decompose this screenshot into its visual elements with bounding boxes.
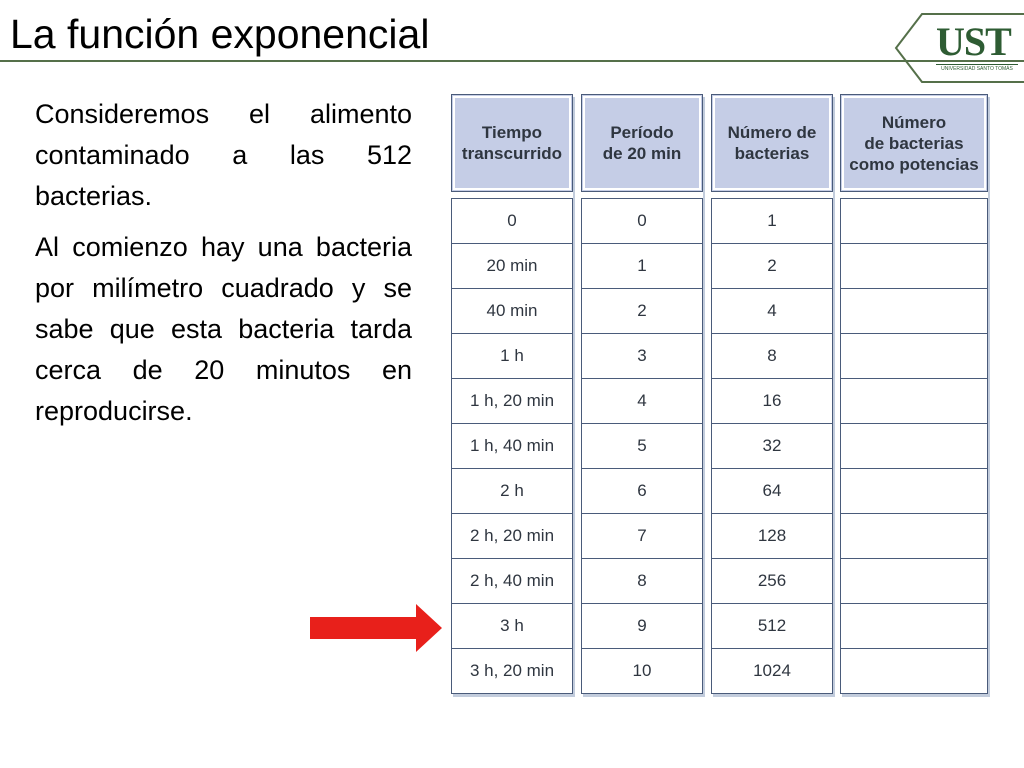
cell-potencias-1 xyxy=(841,244,987,289)
cell-bacterias-0: 1 xyxy=(712,199,832,244)
cell-tiempo-3: 1 h xyxy=(452,334,572,379)
cell-periodo-8: 8 xyxy=(582,559,702,604)
cell-tiempo-1: 20 min xyxy=(452,244,572,289)
cell-tiempo-6: 2 h xyxy=(452,469,572,514)
logo-subtitle: UNIVERSIDAD SANTO TOMÁS xyxy=(936,64,1018,72)
cell-tiempo-9: 3 h xyxy=(452,604,572,649)
column-bacterias-body xyxy=(711,198,833,694)
cell-tiempo-7: 2 h, 20 min xyxy=(452,514,572,559)
cell-periodo-1: 1 xyxy=(582,244,702,289)
cell-periodo-2: 2 xyxy=(582,289,702,334)
cell-bacterias-5: 32 xyxy=(712,424,832,469)
cell-tiempo-2: 40 min xyxy=(452,289,572,334)
header-bacterias-label: Número de bacterias xyxy=(727,123,817,163)
cell-tiempo-4: 1 h, 20 min xyxy=(452,379,572,424)
cell-bacterias-1: 2 xyxy=(712,244,832,289)
paragraph-1: Consideremos el alimento contaminado a las 512 bacterias. xyxy=(35,99,412,211)
logo: UST xyxy=(936,19,1011,64)
column-tiempo-body xyxy=(451,198,573,694)
column-bacterias xyxy=(711,94,833,694)
body-text xyxy=(35,94,412,442)
header-periodo xyxy=(581,94,703,192)
cell-potencias-4 xyxy=(841,379,987,424)
cell-potencias-8 xyxy=(841,559,987,604)
bacteria-table xyxy=(447,94,992,700)
cell-bacterias-2: 4 xyxy=(712,289,832,334)
cell-periodo-5: 5 xyxy=(582,424,702,469)
column-potencias xyxy=(840,94,988,694)
cell-periodo-0: 0 xyxy=(582,199,702,244)
column-tiempo xyxy=(451,94,573,694)
cell-potencias-5 xyxy=(841,424,987,469)
cell-potencias-10 xyxy=(841,649,987,693)
cell-bacterias-7: 128 xyxy=(712,514,832,559)
column-periodo xyxy=(581,94,703,694)
cell-periodo-3: 3 xyxy=(582,334,702,379)
header-tiempo-label: Tiempo transcurrido xyxy=(461,123,563,163)
cell-potencias-6 xyxy=(841,469,987,514)
header-tiempo xyxy=(451,94,573,192)
header-divider xyxy=(0,60,1024,62)
header-potencias-label: Número de bacterias como potencias xyxy=(849,112,979,174)
cell-periodo-9: 9 xyxy=(582,604,702,649)
cell-potencias-3 xyxy=(841,334,987,379)
cell-tiempo-5: 1 h, 40 min xyxy=(452,424,572,469)
cell-tiempo-8: 2 h, 40 min xyxy=(452,559,572,604)
cell-periodo-6: 6 xyxy=(582,469,702,514)
cell-bacterias-8: 256 xyxy=(712,559,832,604)
header-bacterias xyxy=(711,94,833,192)
cell-bacterias-3: 8 xyxy=(712,334,832,379)
column-potencias-body xyxy=(840,198,988,694)
cell-bacterias-10: 1024 xyxy=(753,661,791,680)
red-arrow-icon xyxy=(310,604,442,652)
cell-tiempo-0: 0 xyxy=(452,199,572,244)
paragraph-2: Al comienzo hay una bacteria por milímetro cuadrado y se sabe que esta bacteria tarda cerca de 20 minutos en reproducirse. xyxy=(35,232,412,426)
cell-periodo-4: 4 xyxy=(582,379,702,424)
cell-potencias-7 xyxy=(841,514,987,559)
slide-title: La función exponencial xyxy=(10,11,430,57)
header-potencias xyxy=(840,94,988,192)
cell-bacterias-9: 512 xyxy=(712,604,832,649)
cell-bacterias-4: 16 xyxy=(712,379,832,424)
cell-potencias-9 xyxy=(841,604,987,649)
cell-potencias-2 xyxy=(841,289,987,334)
column-periodo-body xyxy=(581,198,703,694)
cell-periodo-7: 7 xyxy=(582,514,702,559)
cell-periodo-10: 10 xyxy=(632,661,652,680)
cell-tiempo-10: 3 h, 20 min xyxy=(469,661,555,680)
cell-bacterias-6: 64 xyxy=(712,469,832,514)
cell-potencias-0 xyxy=(841,199,987,244)
header-periodo-label: Período de 20 min xyxy=(602,123,682,163)
